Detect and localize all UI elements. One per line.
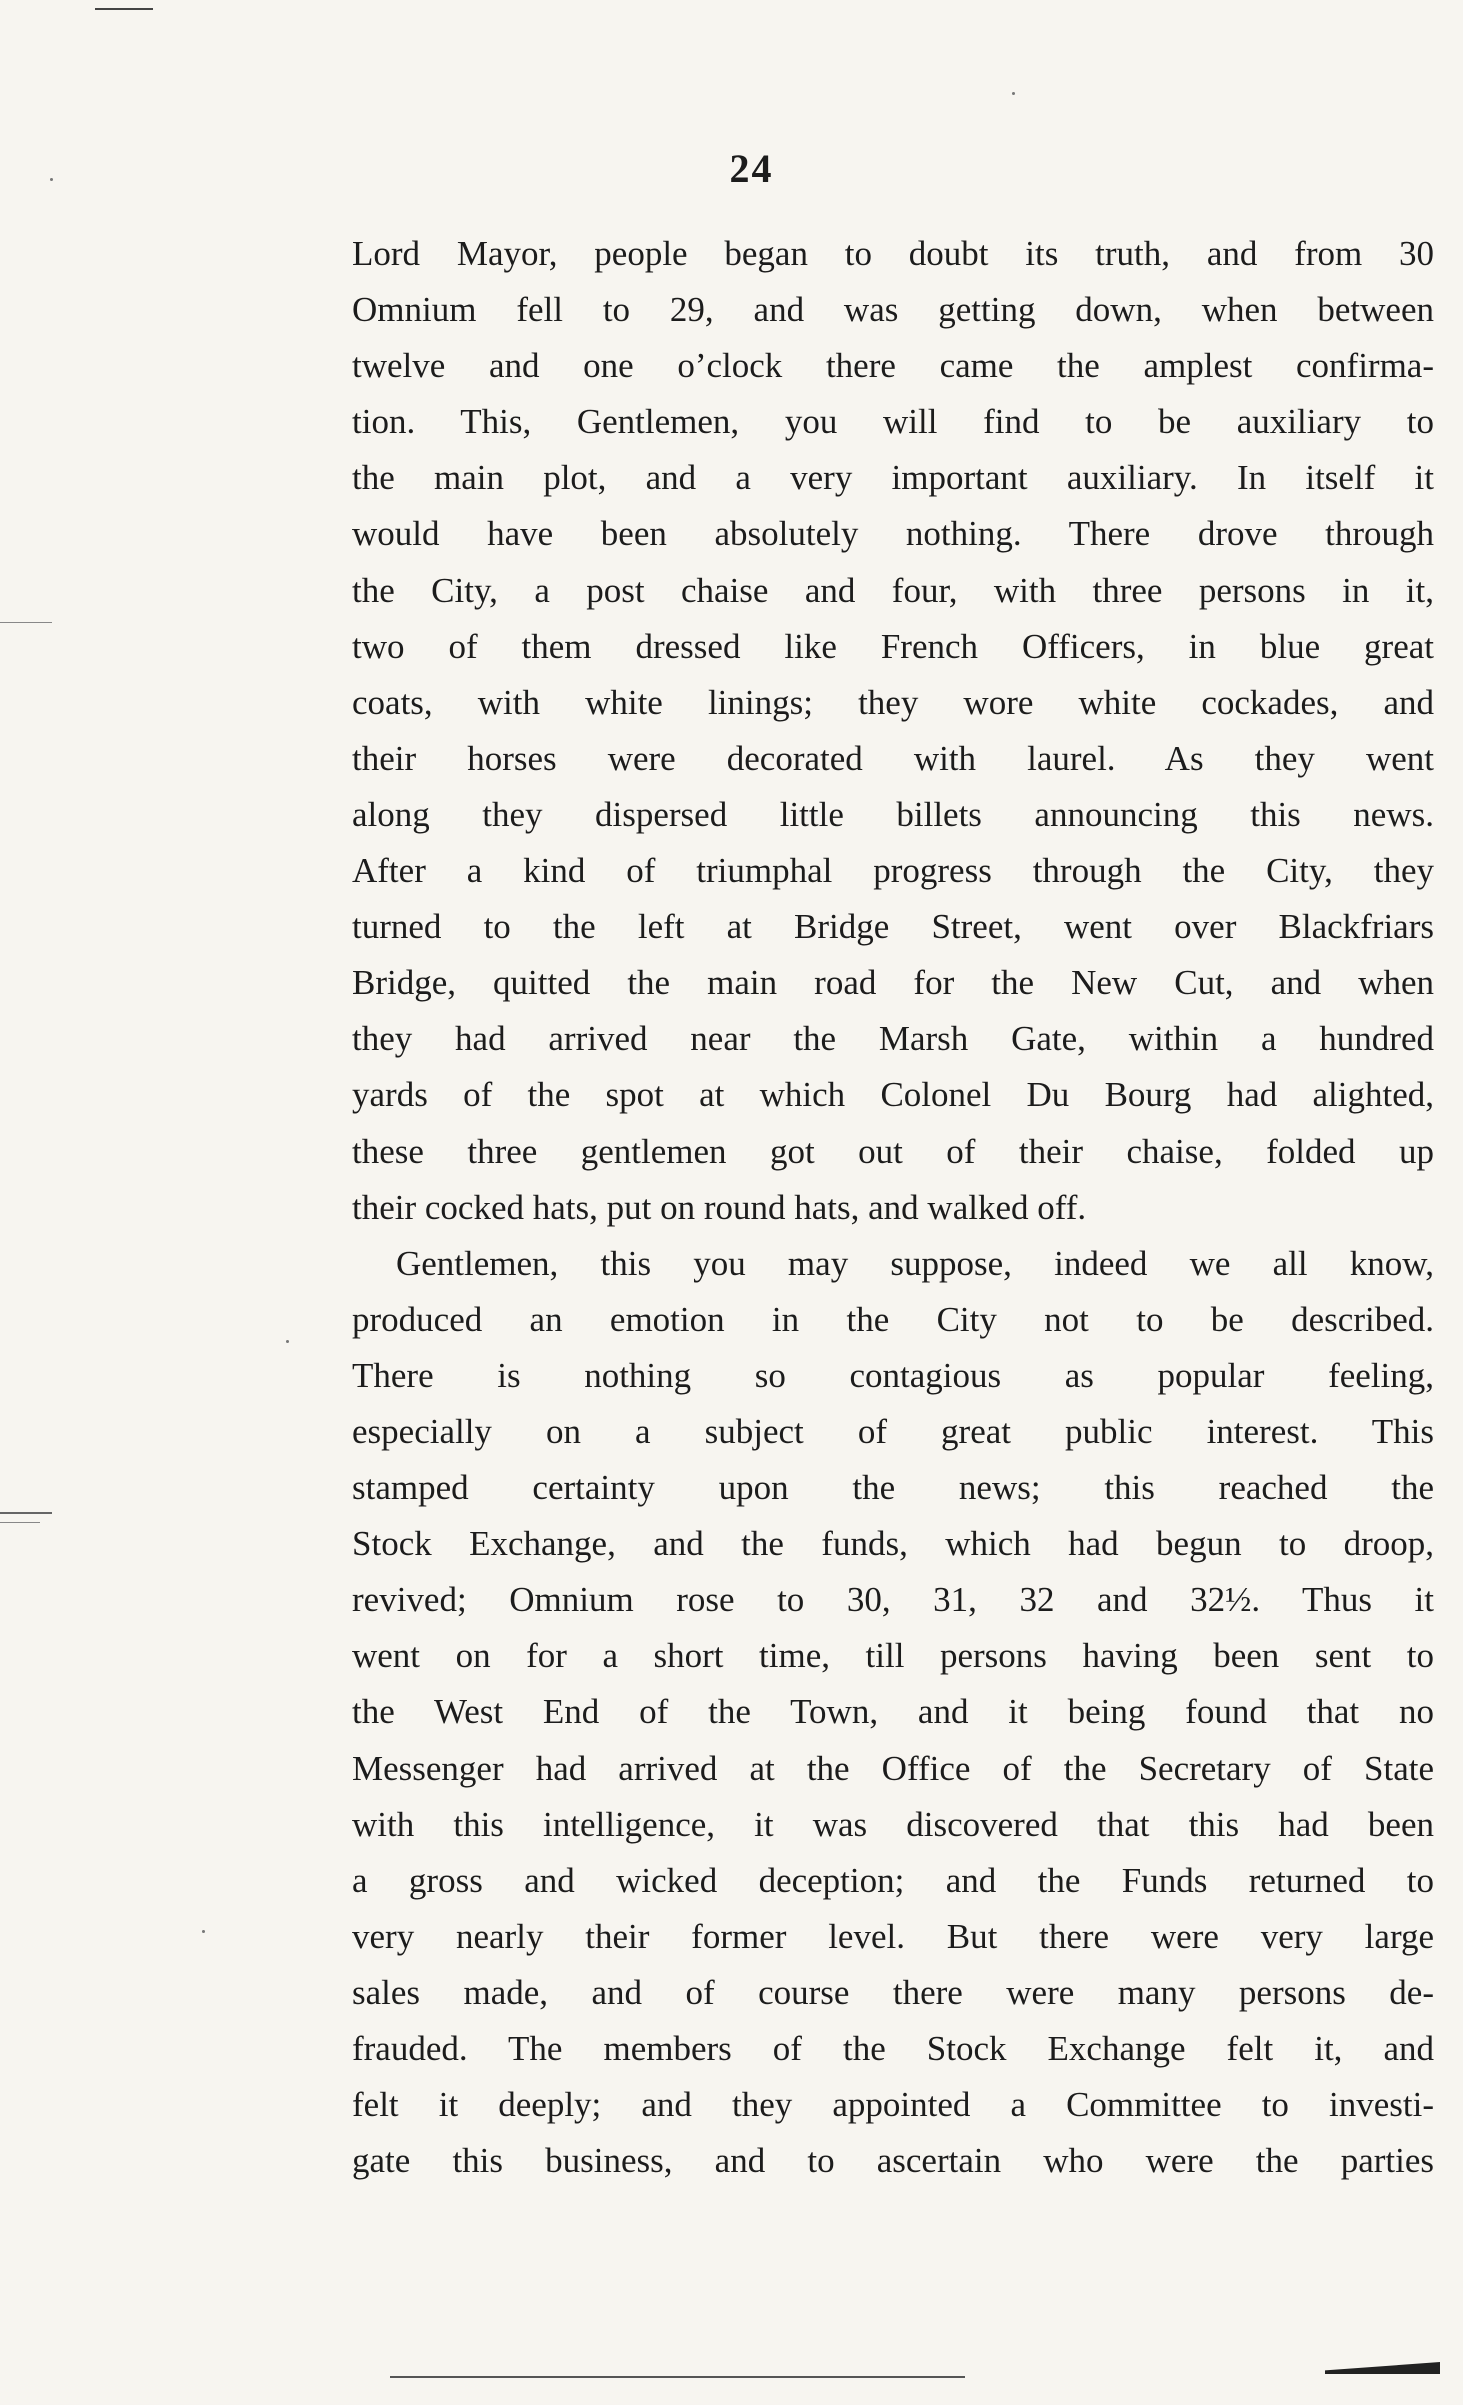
- text-line: yards of the spot at which Colonel Du Bourg had alighted,: [352, 1075, 1434, 1115]
- text-line: these three gentlemen got out of their chaise, folded up: [352, 1131, 1434, 1171]
- text-line: Omnium fell to 29, and was getting down, when between: [352, 290, 1434, 330]
- text-line: There is nothing so contagious as popular feeling,: [352, 1355, 1434, 1395]
- text-line: their horses were decorated with laurel. As they went: [352, 738, 1434, 778]
- text-line: the City, a post chaise and four, with three persons in it,: [352, 570, 1434, 610]
- page-number: 24: [729, 146, 774, 191]
- text-line: Bridge, quitted the main road for the New Cut, and when: [352, 963, 1434, 1003]
- text-line: coats, with white linings; they wore white cockades, and: [352, 682, 1434, 722]
- text-line: Messenger had arrived at the Office of the Secretary of State: [352, 1748, 1434, 1788]
- text-line: frauded. The members of the Stock Exchange felt it, and: [352, 2029, 1434, 2068]
- text-line: felt it deeply; and they appointed a Committee to investi-: [352, 2085, 1434, 2125]
- speck: [202, 1930, 205, 1933]
- text-line: Stock Exchange, and the funds, which had begun to droop,: [352, 1524, 1434, 1564]
- text-line: they had arrived near the Marsh Gate, within a hundred: [352, 1019, 1434, 1059]
- text-line: Lord Mayor, people began to doubt its truth, and from 30: [352, 234, 1434, 273]
- margin-mark: [0, 1522, 40, 1523]
- text-line: the main plot, and a very important auxiliary. In itself it: [352, 458, 1434, 498]
- paragraph-2: [352, 1236, 1434, 2190]
- text-line: especially on a subject of great public interest. This: [352, 1411, 1434, 1451]
- text-line: their cocked hats, put on round hats, and walked off.: [352, 1187, 1087, 1227]
- top-rule: [95, 8, 153, 10]
- text-line: revived; Omnium rose to 30, 31, 32 and 32½. Thus it: [352, 1580, 1434, 1620]
- text-line: the West End of the Town, and it being found that no: [352, 1692, 1434, 1732]
- text-line: turned to the left at Bridge Street, went over Blackfriars: [352, 907, 1434, 947]
- text-line: After a kind of triumphal progress through the City, they: [352, 851, 1434, 891]
- page-body: [352, 226, 1434, 2189]
- text-line: would have been absolutely nothing. There drove through: [352, 514, 1434, 554]
- text-line: sales made, and of course there were many persons de-: [352, 1972, 1434, 2012]
- text-line: very nearly their former level. But there were very large: [352, 1916, 1434, 1956]
- paragraph-1: [352, 226, 1434, 1236]
- text-line: gate this business, and to ascertain who were the parties: [352, 2141, 1434, 2181]
- text-line: stamped certainty upon the news; this reached the: [352, 1468, 1434, 1508]
- text-line: produced an emotion in the City not to be described.: [352, 1299, 1434, 1339]
- text-line: with this intelligence, it was discovered that this had been: [352, 1804, 1434, 1844]
- bottom-rule: [390, 2376, 965, 2378]
- bottom-rule-mark: [1325, 2362, 1440, 2374]
- text-line: a gross and wicked deception; and the Funds returned to: [352, 1860, 1434, 1900]
- text-line: two of them dressed like French Officers, in blue great: [352, 626, 1434, 666]
- margin-mark: [0, 622, 52, 623]
- text-line: Gentlemen, this you may suppose, indeed we all know,: [396, 1243, 1434, 1283]
- text-line: along they dispersed little billets announcing this news.: [352, 794, 1434, 834]
- speck: [286, 1340, 289, 1343]
- text-line: went on for a short time, till persons having been sent to: [352, 1636, 1434, 1676]
- text-line: tion. This, Gentlemen, you will find to be auxiliary to: [352, 402, 1434, 442]
- text-line: twelve and one o’clock there came the amplest confirma-: [352, 346, 1434, 386]
- speck: [1012, 92, 1015, 95]
- margin-mark: [0, 1512, 52, 1514]
